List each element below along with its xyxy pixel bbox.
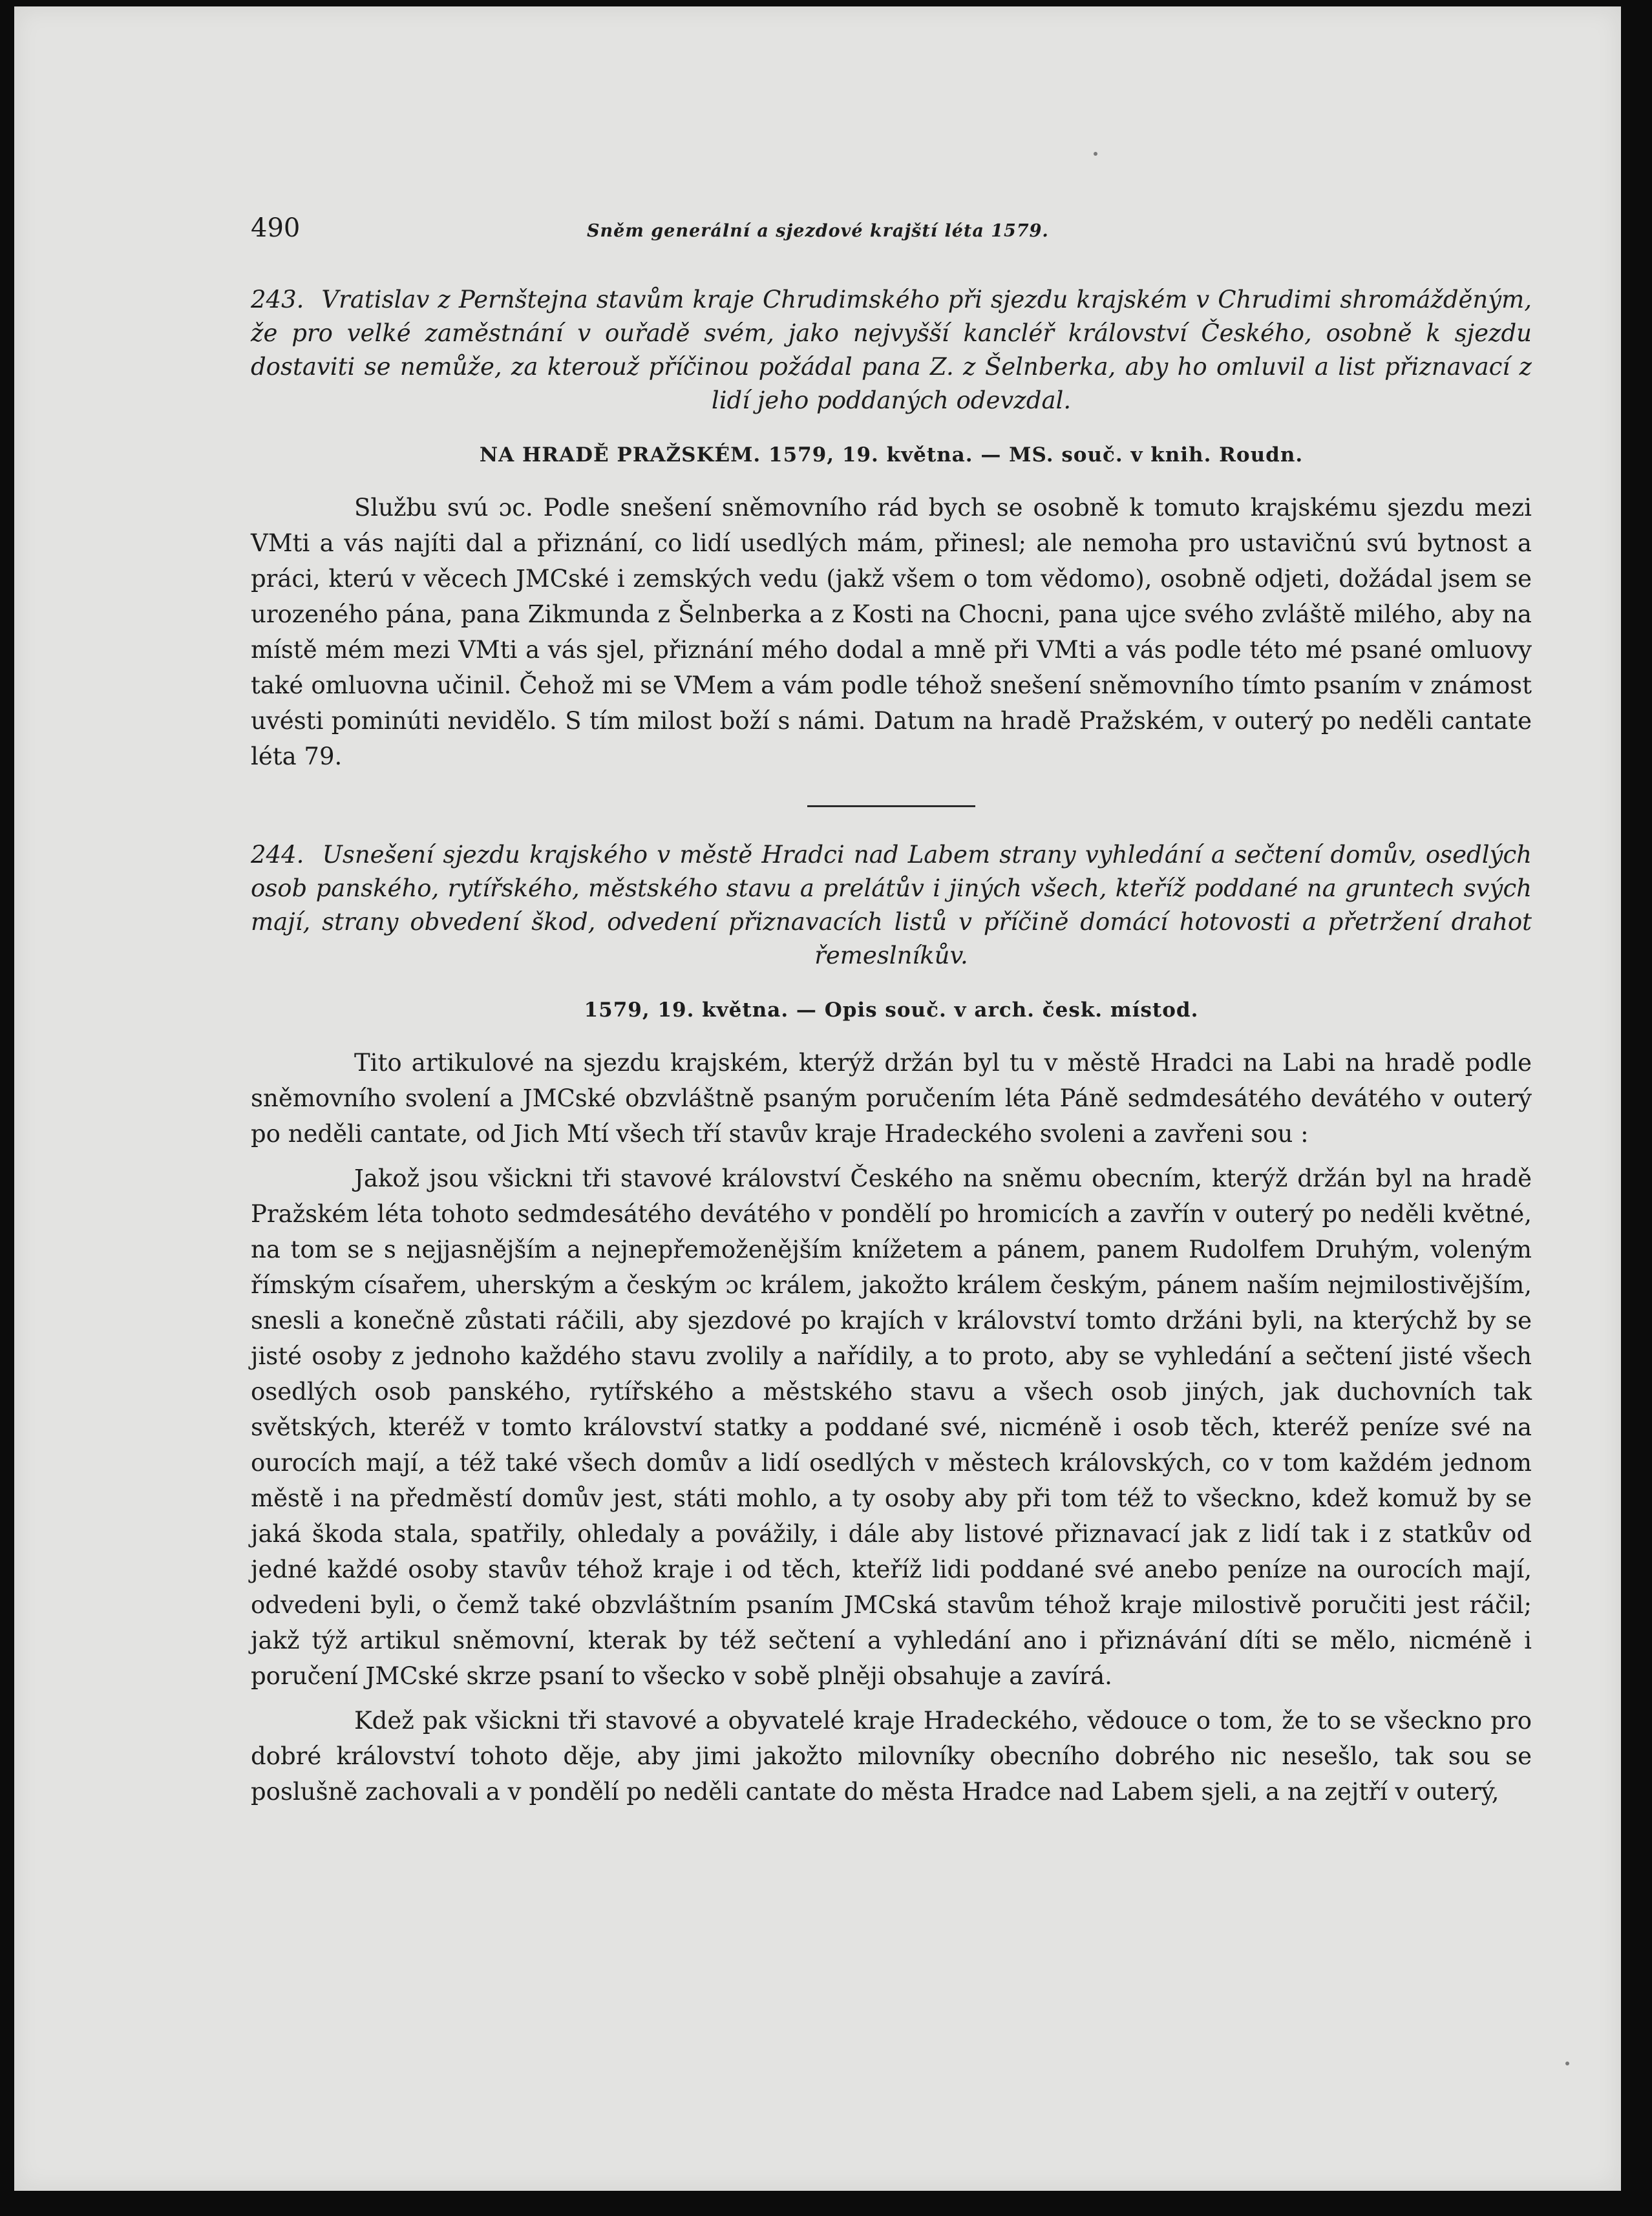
doc-244-dateline: 1579, 19. května. — Opis souč. v arch. česk. místod. — [584, 998, 1199, 1022]
doc-243-number: 243. — [251, 286, 304, 313]
page-number: 490 — [251, 213, 301, 243]
doc-244-number: 244. — [251, 841, 304, 869]
running-head: Sněm generální a sjezdové krajští léta 1579. — [587, 221, 1049, 241]
doc-243-abstract-text: Vratislav z Pernštejna stavům kraje Chrudimského při sjezdu krajském v Chrudimi shromážděným, že pro velké zaměstnání v ouřadě svém, jako nejvyšší kancléř království Českého, osobně k sjezdu dostaviti se nemůže, za kterouž příčinou požádal pana Z. z Šelnberka, aby ho omluvil a list přiznavací z lidí jeho poddaných odevzdal. — [251, 286, 1532, 414]
doc-243-body-paragraph: Službu svú ɔc. Podle snešení sněmovního rád bych se osobně k tomuto krajskému sjezdu mezi VMti a vás najíti dal a přiznání, co lidí usedlých mám, přinesl; ale nemoha pro ustavičnú svú bytnost a práci, kterú v věcech JMCské i zemských vedu (jakž všem o tom vědomo), osobně odjeti, dožádal jsem se urozeného pána, pana Zikmunda z Šelnberka a z Kosti na Chocni, pana ujce svého zvláště milého, aby na místě mém mezi VMti a vás sjel, přiznání mého dodal a mně při VMti a vás podle této mé psané omluovy také omluovna učinil. Čehož mi se VMem a vám podle téhož snešení sněmovního tímto psaním v známost uvésti pominúti nevidělo. S tím milost boží s námi. Datum na hradě Pražském, v outerý po neděli cantate léta 79. — [251, 494, 1532, 770]
page-content — [251, 213, 1532, 1819]
doc-244-abstract — [251, 838, 1532, 973]
document-page — [14, 6, 1621, 2191]
doc-243-abstract — [251, 283, 1532, 417]
doc-244-paragraph: Kdež pak všickni tři stavové a obyvatelé kraje Hradeckého, vědouce o tom, že to se všeckno pro dobré království tohoto děje, aby jimi jakožto milovníky obecního dobrého nic nesešlo, tak sou se poslušně zachovali a v pondělí po neděli cantate do města Hradce nad Labem sjeli, a na zejtří v outerý, — [251, 1707, 1532, 1806]
section-separator — [807, 805, 975, 807]
doc-244-body — [251, 1045, 1532, 1810]
doc-243-dateline: NA HRADĚ PRAŽSKÉM. 1579, 19. května. — MS. souč. v knih. Roudn. — [479, 443, 1304, 467]
scan-speck — [1094, 152, 1097, 156]
doc-244-paragraph: Jakož jsou všickni tři stavové království Českého na sněmu obecním, kterýž držán byl na hradě Pražském léta tohoto sedmdesátého devátého v pondělí po hromicích a zavřín v outerý po neděli květné, na tom se s nejjasnějším a nejnepřemoženějším knížetem a pánem, panem Rudolfem Druhým, voleným římským císařem, uherským a českým ɔc králem, jakožto králem českým, pánem naším nejmilostivějším, snesli a konečně zůstati ráčili, aby sjezdové po krajích v království tomto držáni byli, na kterýchž by se jisté osoby z jednoho každého stavu zvolily a nařídily, a to proto, aby se vyhledání a sečtení jisté všech osedlých osob panského, rytířského a městského stavu a všech osob jiných, jak duchovních tak světských, kteréž v tomto království statky a poddané své, nicméně i osob těch, kteréž peníze své na ourocích mají, a též také všech domův a lidí osedlých v městech královských, co v tom každém jednom městě i na předměstí domův jest, státi mohlo, a ty osoby aby při tom též to všeckno, kdež komuž by se jaká škoda stala, spatřily, ohledaly a povážily, i dále aby listové přiznavací jak z lidí tak i z statkův od jedné každé osoby stavův téhož kraje i od těch, kteříž lidi poddané své anebo peníze na ourocích mají, odvedeni byli, o čemž také obzvláštním psaním JMCská stavům téhož kraje milostivě poručiti jest ráčil; jakž týž artikul sněmovní, kterak by též sečtení a vyhledání ano i přiznávání díti se mělo, nicméně i poručení JMCské skrze psaní to všecko v sobě plněji obsahuje a zavírá. — [251, 1165, 1532, 1690]
doc-244-abstract-text: Usnešení sjezdu krajského v městě Hradci nad Labem strany vyhledání a sečtení domův, osedlých osob panského, rytířského, městského stavu a prelátův i jiných všech, kteříž poddané na gruntech svých mají, strany obvedení škod, odvedení přiznavacích listů v příčině domácí hotovosti a přetržení drahot řemeslníkův. — [251, 841, 1532, 969]
doc-244-paragraph: Tito artikulové na sjezdu krajském, kterýž držán byl tu v městě Hradci na Labi na hradě podle sněmovního svolení a JMCské obzvláštně psaným poručením léta Páně sedmdesátého devátého v outerý po neděli cantate, od Jich Mtí všech tří stavův kraje Hradeckého svoleni a zavřeni sou : — [251, 1049, 1532, 1148]
doc-243-body — [251, 490, 1532, 774]
scan-speck — [1565, 2062, 1569, 2065]
page-header — [251, 213, 1532, 252]
